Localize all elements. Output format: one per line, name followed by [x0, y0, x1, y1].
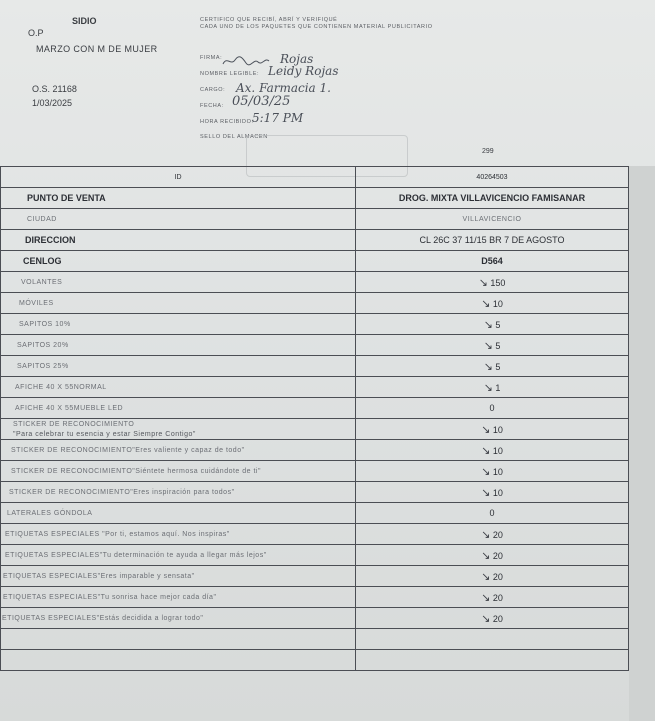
table-cell: AFICHE 40 X 55MUEBLE LED — [1, 398, 356, 419]
check-mark-icon: ↘ — [481, 296, 491, 310]
table-cell: ↘ 10 — [356, 461, 629, 482]
fecha-handwritten: 05/03/25 — [232, 94, 291, 109]
table-row — [1, 377, 629, 398]
table-cell: STICKER DE RECONOCIMIENTO"Eres inspiración para todos" — [1, 482, 356, 503]
table-cell: CENLOG — [1, 251, 356, 272]
table-cell: LATERALES GÓNDOLA — [1, 503, 356, 524]
check-mark-icon: ↘ — [481, 569, 491, 583]
table-row — [1, 167, 629, 188]
table-cell: ETIQUETAS ESPECIALES"Eres imparable y sensata" — [1, 566, 356, 587]
check-mark-icon: ↘ — [481, 611, 491, 625]
table-cell: STICKER DE RECONOCIMIENTO"Siéntete hermosa cuidándote de ti" — [1, 461, 356, 482]
table-row — [1, 419, 629, 440]
check-mark-icon: ↘ — [478, 275, 488, 289]
table-cell: ↘ 5 — [356, 356, 629, 377]
order-service: O.S. 21168 — [32, 84, 77, 94]
firma-label: FIRMA: — [200, 55, 223, 61]
table-cell: ↘ 20 — [356, 608, 629, 629]
table-row — [1, 503, 629, 524]
table-cell — [1, 650, 356, 671]
inventory-table — [0, 166, 629, 671]
table-row — [1, 230, 629, 251]
table-cell: ETIQUETAS ESPECIALES "Por ti, estamos aquí. Nos inspiras" — [1, 524, 356, 545]
check-mark-icon: ↘ — [483, 338, 493, 352]
table-cell: ↘ 5 — [356, 335, 629, 356]
table-cell: D564 — [356, 251, 629, 272]
table-row — [1, 545, 629, 566]
table-row — [1, 566, 629, 587]
table-cell: ↘ 20 — [356, 545, 629, 566]
table-row — [1, 587, 629, 608]
check-mark-icon: ↘ — [483, 359, 493, 373]
table-cell: ↘ 20 — [356, 524, 629, 545]
hora-handwritten: 5:17 PM — [252, 111, 304, 125]
page-edge-shadow — [629, 166, 655, 721]
table-cell: SAPITOS 25% — [1, 356, 356, 377]
table-row — [1, 461, 629, 482]
order-date: 1/03/2025 — [32, 98, 73, 108]
table-cell: ETIQUETAS ESPECIALES"Tu determinación te ayuda a llegar más lejos" — [1, 545, 356, 566]
table-cell: ↘ 5 — [356, 314, 629, 335]
table-cell: DIRECCION — [1, 230, 356, 251]
nombre-label: NOMBRE LEGIBLE: — [200, 71, 260, 77]
table-cell — [1, 629, 356, 650]
table-cell: PUNTO DE VENTA — [1, 188, 356, 209]
table-cell: ↘ 20 — [356, 587, 629, 608]
table-cell: ↘ 20 — [356, 566, 629, 587]
check-mark-icon: ↘ — [483, 380, 493, 394]
table-row — [1, 314, 629, 335]
table-row — [1, 650, 629, 671]
check-mark-icon: ↘ — [481, 548, 491, 562]
company-name: SIDIO — [72, 16, 97, 26]
check-mark-icon: ↘ — [481, 422, 491, 436]
table-cell — [356, 629, 629, 650]
check-mark-icon: ↘ — [481, 485, 491, 499]
table-cell: ↘ 10 — [356, 482, 629, 503]
table-cell: ↘ 10 — [356, 440, 629, 461]
table-row — [1, 440, 629, 461]
table-cell: AFICHE 40 X 55NORMAL — [1, 377, 356, 398]
table-cell — [356, 650, 629, 671]
table-cell: ↘ 150 — [356, 272, 629, 293]
table-cell: MÓVILES — [1, 293, 356, 314]
cargo-handwritten: Ax. Farmacia 1. — [236, 81, 331, 95]
check-mark-icon: ↘ — [481, 527, 491, 541]
table-row — [1, 272, 629, 293]
table-row — [1, 251, 629, 272]
check-mark-icon: ↘ — [481, 464, 491, 478]
sello-label: SELLO DEL ALMACEN — [200, 134, 268, 140]
table-cell: 40264503 — [356, 167, 629, 188]
table-cell: DROG. MIXTA VILLAVICENCIO FAMISANAR — [356, 188, 629, 209]
op-label: O.P — [28, 28, 44, 38]
cargo-label: CARGO: — [200, 87, 226, 93]
table-cell: ETIQUETAS ESPECIALES"Estás decidida a lograr todo" — [1, 608, 356, 629]
table-row — [1, 482, 629, 503]
table-row — [1, 629, 629, 650]
nombre-handwritten: Leidy Rojas — [268, 64, 339, 78]
firma-handwritten: Rojas — [280, 52, 314, 66]
hora-label: HORA RECIBIDO: — [200, 119, 254, 125]
table-cell: ↘ 10 — [356, 419, 629, 440]
table-row — [1, 188, 629, 209]
table-cell: 0 — [356, 503, 629, 524]
table-cell: CL 26C 37 11/15 BR 7 DE AGOSTO — [356, 230, 629, 251]
signature-scribble — [222, 55, 270, 67]
table-cell: ETIQUETAS ESPECIALES"Tu sonrisa hace mejor cada día" — [1, 587, 356, 608]
campaign-title: MARZO CON M DE MUJER — [36, 44, 158, 54]
certification-text: CERTIFICO QUE RECIBÍ, ABRÍ Y VERIFIQUÉ CADA UNO DE LOS PAQUETES QUE CONTIENEN MATERIAL PUBLICITARIO — [200, 17, 433, 30]
table-row — [1, 209, 629, 230]
check-mark-icon: ↘ — [481, 590, 491, 604]
table-row — [1, 524, 629, 545]
table-row — [1, 335, 629, 356]
page-number: 299 — [482, 148, 494, 155]
table-cell: SAPITOS 20% — [1, 335, 356, 356]
table-cell: ID — [1, 167, 356, 188]
table-cell: VOLANTES — [1, 272, 356, 293]
check-mark-icon: ↘ — [481, 443, 491, 457]
table-cell: STICKER DE RECONOCIMIENTO"Eres valiente y capaz de todo" — [1, 440, 356, 461]
check-mark-icon: ↘ — [483, 317, 493, 331]
table-cell: VILLAVICENCIO — [356, 209, 629, 230]
table-cell: ↘ 1 — [356, 377, 629, 398]
table-row — [1, 356, 629, 377]
fecha-label: FECHA: — [200, 103, 224, 109]
table-cell: 0 — [356, 398, 629, 419]
table-cell: STICKER DE RECONOCIMIENTO "Para celebrar tu esencia y estar Siempre Contigo" — [1, 419, 356, 440]
table-cell: SAPITOS 10% — [1, 314, 356, 335]
table-cell: ↘ 10 — [356, 293, 629, 314]
table-row — [1, 398, 629, 419]
table-cell: CIUDAD — [1, 209, 356, 230]
table-row — [1, 608, 629, 629]
table-row — [1, 293, 629, 314]
